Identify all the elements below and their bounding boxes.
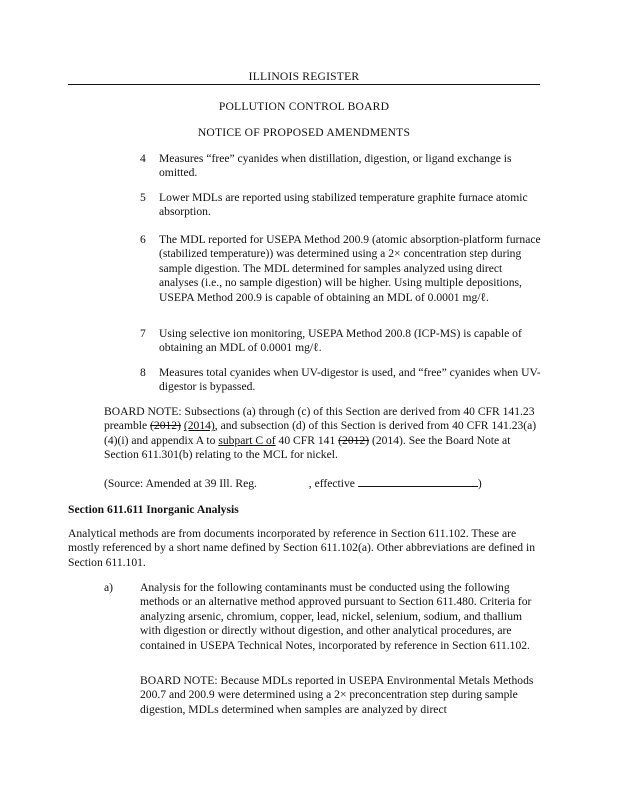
footnote-number: 5 [140, 191, 146, 204]
deleted-year-2: (2012) [338, 433, 370, 447]
board-note-text-2: , and subsection (d) of this Section is derived from 40 CFR 141.23(a)(4)(i) and appendix A to [104, 419, 537, 447]
source-effective: , effective [308, 477, 355, 490]
section-intro: Analytical methods are from documents incorporated by reference in Section 611.102. These are mostly referenced by a short name defined by Section 611.102(a). Other abbreviations are defined in Section 611.101. [68, 527, 536, 569]
board-note-mdl: BOARD NOTE: Because MDLs reported in USEPA Environmental Metals Methods 200.7 and 200.9 were determined using a 2× preconcentration step during sample digestion, MDLs determined when samples are analyzed by direct [140, 674, 534, 716]
footnote-text: The MDL reported for USEPA Method 200.9 (atomic absorption-platform furnace (stabilized temperature)) was determined using a 2× concentration step during sample digestion. The MDL determined for samples analyzed using direct analyses (i.e., no sample digestion) will be higher. Using multiple depositions, USEPA Method 200.9 is capable of obtaining an MDL of 0.0001 mg/ℓ. [159, 233, 541, 304]
footnote-text: Measures “free” cyanides when distillation, digestion, or ligand exchange is omitted. [159, 152, 512, 180]
inserted-year-1: (2014) [183, 419, 215, 433]
inserted-subpart: subpart C of [218, 433, 276, 447]
footnote-number: 6 [140, 233, 146, 246]
source-start: (Source: Amended at 39 Ill. Reg. [104, 477, 257, 490]
footnote-number: 8 [140, 366, 146, 379]
source-line [104, 476, 542, 491]
footnote-number: 4 [140, 152, 146, 165]
footnote-text: Using selective ion monitoring, USEPA Method 200.8 (ICP-MS) is capable of obtaining an MDL of 0.0001 mg/ℓ. [159, 327, 522, 355]
board-note-text-4: (2014). See the Board Note at Section 611.301(b) relating to the MCL for nickel. [104, 433, 511, 462]
board-title: POLLUTION CONTROL BOARD [218, 100, 390, 113]
header-rule [68, 84, 540, 85]
board-note-text-3: 40 CFR 141 [278, 433, 336, 447]
notice-title: NOTICE OF PROPOSED AMENDMENTS [197, 126, 411, 139]
subsection-a-text: Analysis for the following contaminants must be conducted using the following methods or an alternative method approved pursuant to Section 611.480. Criteria for analyzing arsenic, chromium, copper, lead, nickel, selenium, sodium, and thallium with digestion or directly without digestion, and other analytical procedures, are contained in USEPA Technical Notes, incorporated by reference in Section 611.102. [140, 581, 532, 652]
effective-date-blank [358, 476, 478, 487]
register-title: ILLINOIS REGISTER [248, 70, 360, 83]
footnote-text: Measures total cyanides when UV-digestor is used, and “free” cyanides when UV-digestor is bypassed. [159, 366, 541, 394]
subsection-label: a) [104, 581, 114, 594]
source-end: ) [477, 477, 482, 490]
deleted-year-1: (2012) [150, 419, 181, 433]
board-note-derivation [104, 405, 542, 463]
section-heading: Section 611.611 Inorganic Analysis [68, 503, 239, 516]
board-note-text-1: BOARD NOTE: Subsections (a) through (c) of this Section are derived from 40 CFR 141.23 preamble [104, 405, 535, 433]
footnote-number: 7 [140, 327, 146, 340]
footnote-text: Lower MDLs are reported using stabilized temperature graphite furnace atomic absorption. [159, 191, 528, 219]
